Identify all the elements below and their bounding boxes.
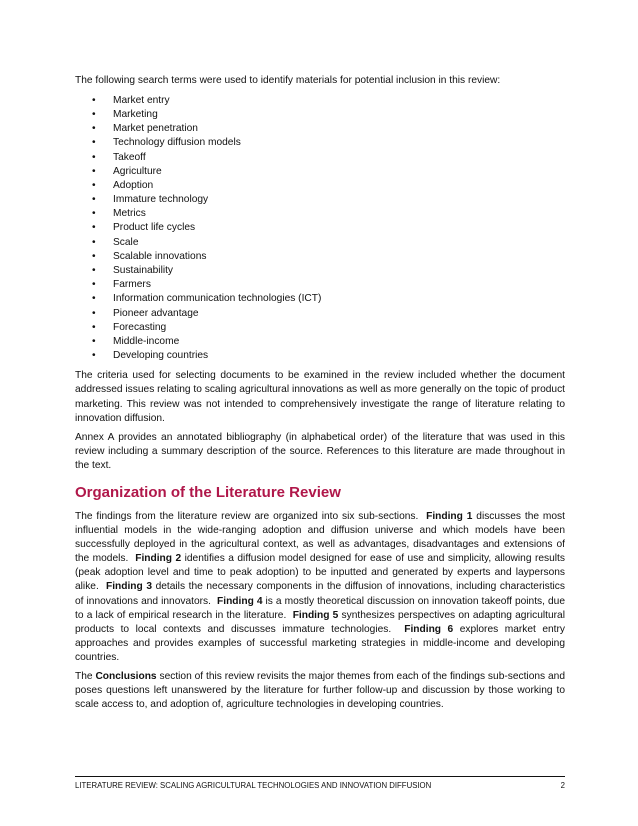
finding-6-label: Finding 6 (404, 623, 454, 635)
finding-4-text: is a mostly theoretical discussion on innovation takeoff points, due to a lack of empirical research in the literature. (75, 595, 565, 621)
search-term-item (75, 236, 565, 250)
search-term-item (75, 151, 565, 165)
bullet-icon: • (92, 94, 96, 106)
search-term-item (75, 307, 565, 321)
search-term-item (75, 94, 565, 108)
search-term-label: Adoption (113, 179, 154, 191)
search-term-label: Forecasting (113, 321, 167, 333)
finding-1-label: Finding 1 (426, 511, 473, 523)
search-term-item (75, 278, 565, 292)
bullet-icon: • (92, 350, 96, 362)
search-term-item (75, 250, 565, 264)
finding-3-label: Finding 3 (105, 581, 152, 593)
bullet-icon: • (92, 307, 96, 319)
bullet-icon: • (92, 137, 96, 149)
section-heading: Organization of the Literature Review (75, 484, 341, 502)
search-term-label: Metrics (113, 208, 146, 220)
search-terms-list (75, 94, 565, 364)
finding-3-text: details the necessary components in the diffusion of innovations, including characteristics of innovations and innovators. (75, 581, 565, 607)
search-term-label: Market entry (113, 94, 170, 106)
search-term-label: Takeoff (113, 151, 146, 163)
page-content (75, 74, 565, 717)
search-term-label: Immature technology (113, 194, 209, 206)
search-term-label: Pioneer advantage (113, 307, 199, 319)
search-term-item (75, 165, 565, 179)
conclusions-pre-text: The (75, 671, 93, 683)
search-term-item (75, 264, 565, 278)
intro-paragraph: The following search terms were used to identify materials for potential inclusion in this review: (75, 75, 501, 86)
search-term-label: Agriculture (113, 165, 162, 177)
search-term-item (75, 108, 565, 122)
finding-5-text: synthesizes perspectives on adapting agricultural products to local contexts and discusses immature technologies. (75, 609, 565, 635)
criteria-paragraph: The criteria used for selecting documents to be examined in the review included whether the document addressed issues relating to scaling agricultural innovations as well as more generally on the topic of product marketing. This review was not intended to comprehensively investigate the range of literature relating to innovation diffusion. (75, 370, 565, 424)
bullet-icon: • (92, 265, 96, 277)
bullet-icon: • (92, 321, 96, 333)
conclusions-label: Conclusions (95, 671, 157, 683)
search-term-item (75, 335, 565, 349)
search-term-label: Sustainability (113, 265, 174, 277)
finding-2-label: Finding 2 (135, 553, 182, 565)
bullet-icon: • (92, 123, 96, 135)
search-term-label: Market penetration (113, 123, 198, 135)
search-term-label: Marketing (113, 108, 158, 120)
search-term-item (75, 179, 565, 193)
bullet-icon: • (92, 208, 96, 220)
search-term-item (75, 349, 565, 363)
search-term-label: Scalable innovations (113, 250, 207, 262)
bullet-icon: • (92, 194, 96, 206)
findings-paragraph (75, 510, 565, 665)
search-term-item (75, 193, 565, 207)
page-number: 2 (560, 781, 565, 790)
bullet-icon: • (92, 222, 96, 234)
finding-4-label: Finding 4 (217, 595, 263, 607)
bullet-icon: • (92, 236, 96, 248)
search-term-label: Technology diffusion models (113, 137, 241, 149)
bullet-icon: • (92, 279, 96, 291)
bullet-icon: • (92, 250, 96, 262)
bullet-icon: • (92, 293, 96, 305)
findings-intro-text: The findings from the literature review are organized into six sub-sections. (75, 511, 419, 523)
search-term-label: Scale (113, 236, 139, 248)
search-term-label: Farmers (113, 279, 151, 291)
bullet-icon: • (92, 165, 96, 177)
conclusions-paragraph (75, 670, 565, 712)
search-term-item (75, 321, 565, 335)
search-term-label: Middle-income (113, 335, 180, 347)
search-term-label: Information communication technologies (ICT) (113, 293, 322, 305)
bullet-icon: • (92, 108, 96, 120)
search-term-item (75, 207, 565, 221)
search-term-item (75, 136, 565, 150)
conclusions-text: section of this review revisits the major themes from each of the findings sub-sections and poses questions left unanswered by the literature for further follow-up and discussion by those working to scale access to, and adoption of, agriculture technologies in developing countries. (75, 671, 565, 711)
bullet-icon: • (92, 151, 96, 163)
finding-2-text: identifies a diffusion model designed for ease of use and simplicity, allowing results (peak adoption level and time to peak adoption) to be inputted and generated by experts and laypersons alike. (75, 553, 565, 593)
search-term-item (75, 122, 565, 136)
bullet-icon: • (92, 335, 96, 347)
footer-title: LITERATURE REVIEW: SCALING AGRICULTURAL TECHNOLOGIES AND INNOVATION DIFFUSION (75, 781, 432, 790)
annex-paragraph: Annex A provides an annotated bibliography (in alphabetical order) of the literature that was used in this review including a summary description of the source. References to this literature are made throughout in the text. (75, 431, 565, 471)
search-term-label: Developing countries (113, 350, 209, 362)
search-term-item (75, 292, 565, 306)
page-footer (75, 776, 565, 791)
search-term-label: Product life cycles (113, 222, 196, 234)
finding-6-text: explores market entry approaches and provides examples of successful marketing strategies in middle-income and developing countries. (75, 623, 565, 663)
bullet-icon: • (92, 179, 96, 191)
search-term-item (75, 221, 565, 235)
finding-5-label: Finding 5 (292, 609, 339, 621)
finding-1-text: discusses the most influential models in the wide-ranging adoption and diffusion universe and which models have been successfully deployed in the agricultural context, as well as advantages, disadvantages and extensions of the models. (75, 511, 565, 565)
